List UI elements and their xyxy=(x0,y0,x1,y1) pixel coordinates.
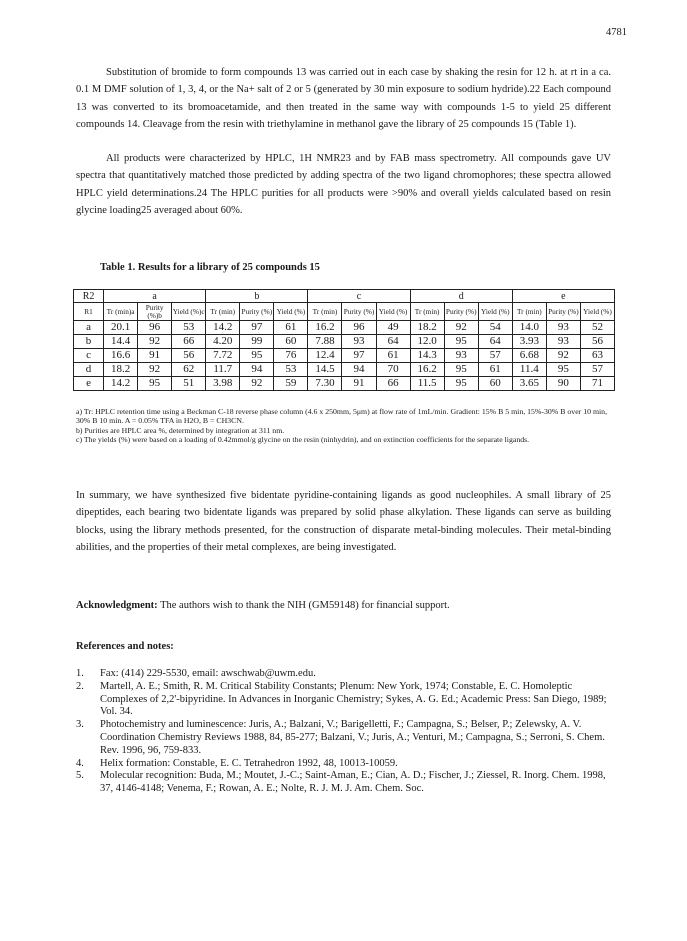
sub-header: Tr (min) xyxy=(308,303,342,321)
sub-header: Tr (min) xyxy=(512,303,546,321)
reference-item xyxy=(76,719,616,757)
table-cell: 20.1 xyxy=(104,321,138,335)
table-cell: 11.7 xyxy=(206,363,240,377)
sub-header: Yield (%) xyxy=(580,303,614,321)
sub-header: Purity (%) xyxy=(240,303,274,321)
reference-number: 2. xyxy=(76,680,84,692)
sub-header: Purity (%) xyxy=(444,303,478,321)
table-cell: 97 xyxy=(342,349,376,363)
table-cell: 93 xyxy=(546,321,580,335)
reference-text: Martell, A. E.; Smith, R. M. Critical Stability Constants; Plenum: New York, 1974; Constable, E. C. Homoleptic Complexes of 2,2'-bipyridine. In Advances in Inorganic Chemistry; Sykes, A. G. Ed.; Academic Press: San Diego, 1989; Vol. 34. xyxy=(100,680,607,718)
table-cell: 18.2 xyxy=(104,363,138,377)
table-cell: 53 xyxy=(274,363,308,377)
table-cell: 14.4 xyxy=(104,335,138,349)
sub-header: Purity (%)b xyxy=(138,303,172,321)
r1-label-cell: d xyxy=(74,363,104,377)
table-cell: 91 xyxy=(138,349,172,363)
table-note: b) Purities are HPLC area %, determined by integration at 311 nm. xyxy=(76,425,285,435)
table-cell: 94 xyxy=(240,363,274,377)
table-cell: 95 xyxy=(444,335,478,349)
table-note: c) The yields (%) were based on a loading of 0.42mmol/g glycine on the resin (ninhydrin), and on extinction coefficients for the separate ligands. xyxy=(76,435,530,445)
table-cell: 56 xyxy=(172,349,206,363)
table-cell: 61 xyxy=(274,321,308,335)
table-cell: 16.6 xyxy=(104,349,138,363)
results-table xyxy=(73,289,615,391)
table-cell: 6.68 xyxy=(512,349,546,363)
table-cell: 63 xyxy=(580,349,614,363)
table-cell: 61 xyxy=(478,363,512,377)
sub-header: Yield (%)c xyxy=(172,303,206,321)
acknowledgment-text: The authors wish to thank the NIH (GM59148) for financial support. xyxy=(157,600,450,611)
reference-item xyxy=(76,770,616,796)
table-cell: 7.88 xyxy=(308,335,342,349)
table-cell: 93 xyxy=(546,335,580,349)
table-cell: 95 xyxy=(138,377,172,391)
table-cell: 57 xyxy=(478,349,512,363)
table-cell: 91 xyxy=(342,377,376,391)
table-cell: 90 xyxy=(546,377,580,391)
table-cell: 70 xyxy=(376,363,410,377)
table-cell: 66 xyxy=(172,335,206,349)
table-cell: 14.0 xyxy=(512,321,546,335)
table-cell: 76 xyxy=(274,349,308,363)
sub-header: Yield (%) xyxy=(478,303,512,321)
paragraph-summary: In summary, we have synthesized five bidentate pyridine-containing ligands as good nucleophiles. A small library of 25 dipeptides, each bearing two bidentate ligands was prepared by solid phase alkylation. These ligands can serve as building blocks, using the library methods presented, for the construction of disparate metal-binding molecules. Their metal-binding abilities, and the properties of their metal complexes, are being investigated. xyxy=(76,490,611,553)
table-row xyxy=(74,335,615,349)
table-cell: 94 xyxy=(342,363,376,377)
reference-number: 5. xyxy=(76,770,84,782)
table-cell: 12.4 xyxy=(308,349,342,363)
table-cell: 93 xyxy=(444,349,478,363)
group-header: b xyxy=(206,290,308,303)
table-cell: 16.2 xyxy=(308,321,342,335)
table-cell: 92 xyxy=(546,349,580,363)
table-cell: 11.4 xyxy=(512,363,546,377)
table-row xyxy=(74,363,615,377)
table-cell: 96 xyxy=(138,321,172,335)
table-cell: 49 xyxy=(376,321,410,335)
table-cell: 92 xyxy=(240,377,274,391)
sub-header: Yield (%) xyxy=(376,303,410,321)
table-row xyxy=(74,377,615,391)
group-header: a xyxy=(104,290,206,303)
r1-header: R1 xyxy=(74,303,104,321)
table-cell: 61 xyxy=(376,349,410,363)
table-cell: 64 xyxy=(478,335,512,349)
sub-header: Tr (min) xyxy=(206,303,240,321)
r1-label-cell: e xyxy=(74,377,104,391)
sub-header: Purity (%) xyxy=(342,303,376,321)
reference-number: 1. xyxy=(76,668,84,679)
table-cell: 18.2 xyxy=(410,321,444,335)
sub-header: Yield (%) xyxy=(274,303,308,321)
table-cell: 93 xyxy=(342,335,376,349)
table-cell: 95 xyxy=(444,377,478,391)
table-cell: 12.0 xyxy=(410,335,444,349)
table-cell: 60 xyxy=(478,377,512,391)
table-cell: 14.2 xyxy=(206,321,240,335)
reference-text: Helix formation: Constable, E. C. Tetrahedron 1992, 48, 10013-10059. xyxy=(100,757,398,769)
table-cell: 99 xyxy=(240,335,274,349)
table-cell: 56 xyxy=(580,335,614,349)
group-header: d xyxy=(410,290,512,303)
sub-header: Purity (%) xyxy=(546,303,580,321)
r1-label-cell: c xyxy=(74,349,104,363)
reference-text: Fax: (414) 229-5530, email: awschwab@uwm.edu. xyxy=(100,668,316,679)
table-cell: 92 xyxy=(138,335,172,349)
table-cell: 3.98 xyxy=(206,377,240,391)
r1-label-cell: b xyxy=(74,335,104,349)
table-cell: 95 xyxy=(444,363,478,377)
table-cell: 51 xyxy=(172,377,206,391)
table-cell: 4.20 xyxy=(206,335,240,349)
group-header: c xyxy=(308,290,410,303)
group-header: e xyxy=(512,290,614,303)
table-cell: 3.65 xyxy=(512,377,546,391)
reference-item xyxy=(76,681,616,719)
table-notes xyxy=(76,407,616,445)
table-cell: 71 xyxy=(580,377,614,391)
references-heading: References and notes: xyxy=(76,641,174,652)
table-cell: 95 xyxy=(546,363,580,377)
table-cell: 54 xyxy=(478,321,512,335)
table-cell: 64 xyxy=(376,335,410,349)
table-cell: 14.2 xyxy=(104,377,138,391)
reference-item xyxy=(76,668,616,681)
table-cell: 57 xyxy=(580,363,614,377)
table-cell: 14.5 xyxy=(308,363,342,377)
table-cell: 14.3 xyxy=(410,349,444,363)
reference-number: 4. xyxy=(76,757,84,769)
sub-header: Tr (min)a xyxy=(104,303,138,321)
reference-number: 3. xyxy=(76,719,84,731)
table-cell: 92 xyxy=(138,363,172,377)
reference-item xyxy=(76,758,616,771)
table-cell: 92 xyxy=(444,321,478,335)
table-caption: Table 1. Results for a library of 25 compounds 15 xyxy=(100,262,320,273)
table-row xyxy=(74,349,615,363)
sub-header: Tr (min) xyxy=(410,303,444,321)
table-cell: 53 xyxy=(172,321,206,335)
reference-text: Molecular recognition: Buda, M.; Moutet, J.-C.; Saint-Aman, E.; Cian, A. D.; Fischer, J.; Ziessel, R. Inorg. Chem. 1998, 37, 4146-4148; Venema, F.; Rowan, A. E.; Nolte, R. J. M. J. Am. Chem. Soc. xyxy=(100,770,606,795)
table-cell: 52 xyxy=(580,321,614,335)
table-cell: 60 xyxy=(274,335,308,349)
table-cell: 66 xyxy=(376,377,410,391)
r1-label-cell: a xyxy=(74,321,104,335)
table-cell: 3.93 xyxy=(512,335,546,349)
table-cell: 7.30 xyxy=(308,377,342,391)
table-cell: 11.5 xyxy=(410,377,444,391)
table-cell: 95 xyxy=(240,349,274,363)
acknowledgment-label: Acknowledgment: xyxy=(76,600,158,611)
page-number: 4781 xyxy=(606,27,627,38)
references-list xyxy=(76,668,616,796)
r2-header: R2 xyxy=(74,290,104,303)
table-cell: 96 xyxy=(342,321,376,335)
table-cell: 97 xyxy=(240,321,274,335)
paragraph-characterization: All products were characterized by HPLC, 1H NMR23 and by FAB mass spectrometry. All compounds gave UV spectra that quantitatively matched those predicted by adding spectra of the two ligand chromophores; these spectra allowed HPLC yield determinations.24 The HPLC purities for all products were >90% and overall yields calculated based on resin glycine loading25 averaged about 60%. xyxy=(76,153,611,216)
paragraph-substitution: Substitution of bromide to form compounds 13 was carried out in each case by shaking the resin for 12 h. at rt in a ca. 0.1 M DMF solution of 1, 3, 4, or the Na+ salt of 2 or 5 (generated by 30 min exposure to sodium hydride).22 Each compound 13 was converted to its bromoacetamide, and then treated in the same way with compounds 1-5 to yield 25 different compounds 14. Cleavage from the resin with triethylamine in methanol gave the library of 25 compounds 15 (Table 1). xyxy=(76,67,611,130)
acknowledgment xyxy=(76,600,611,611)
reference-text: Photochemistry and luminescence: Juris, A.; Balzani, V.; Barigelletti, F.; Campagna, S.; Belser, P.; Zelewsky, A. V. Coordination Chemistry Reviews 1988, 84, 85-277; Balzani, V.; Juris, A.; Venturi, M.; Campagna, S.; Serroni, S. Chem. Rev. 1996, 96, 759-833. xyxy=(100,719,605,756)
table-cell: 62 xyxy=(172,363,206,377)
table-row xyxy=(74,321,615,335)
table-cell: 59 xyxy=(274,377,308,391)
table-cell: 16.2 xyxy=(410,363,444,377)
table-cell: 7.72 xyxy=(206,349,240,363)
table-note: a) Tr: HPLC retention time using a Beckman C-18 reverse phase column (4.6 x 250mm, 5μm) at flow rate of 1mL/min. Gradient: 15% B 5 min, 15%-30% B over 10 min, 30% B 10 min. A = 0.05% TFA in H2O, B = CH3CN. xyxy=(76,407,608,426)
